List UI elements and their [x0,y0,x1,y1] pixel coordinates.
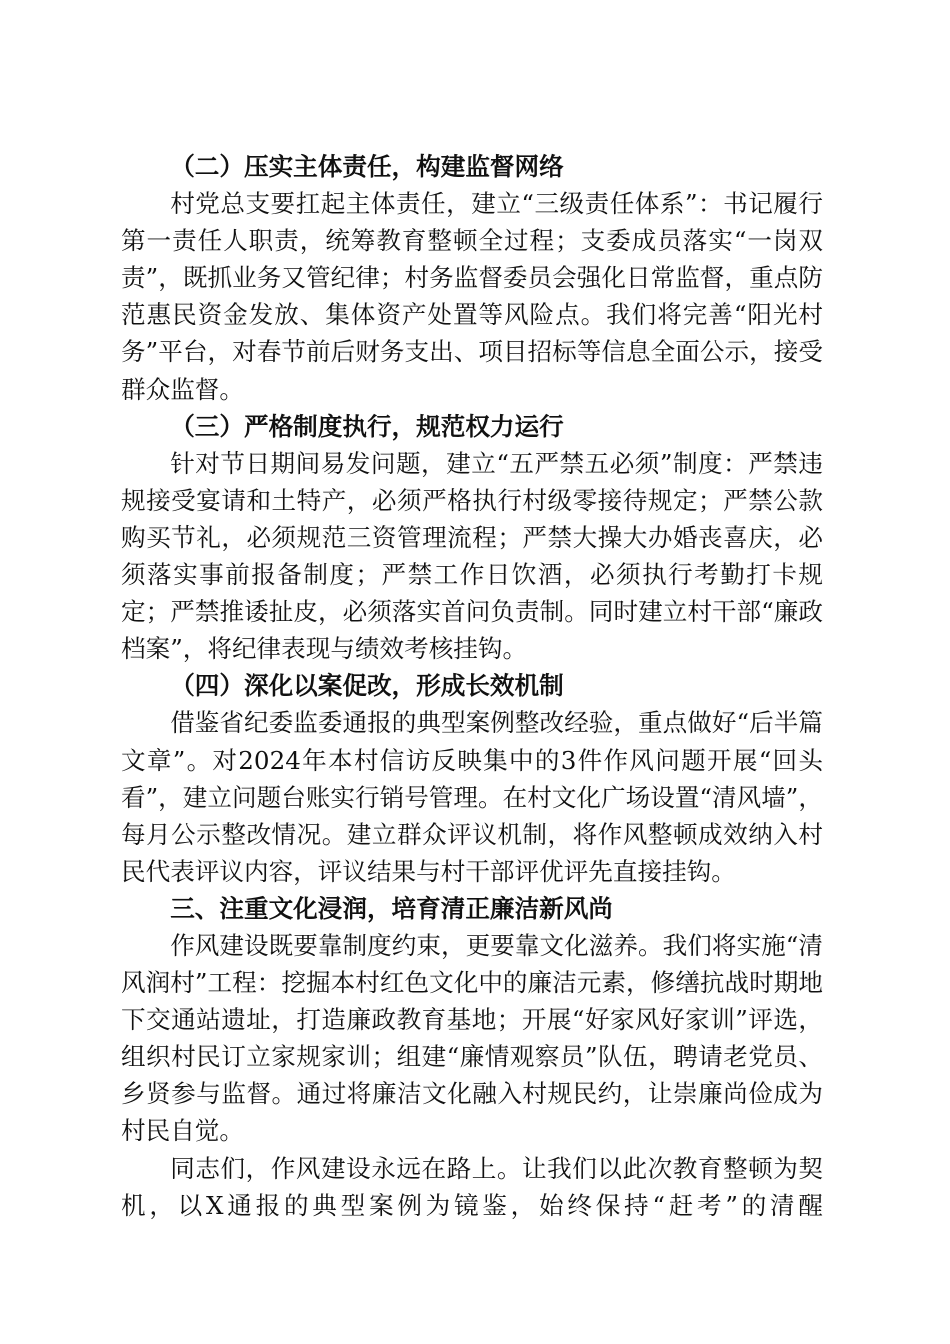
paragraph-1: 村党总支要扛起主体责任，建立“三级责任体系”：书记履行第一责任人职责，统筹教育整顿全过程；支委成员落实“一岗双责”，既抓业务又管纪律；村务监督委员会强化日常监督，重点防范惠民资金发放、集体资产处置等风险点。我们将完善“阳光村务”平台，对春节前后财务支出、项目招标等信息全面公示，接受群众监督。 [121,189,823,404]
paragraph-2: 针对节日期间易发问题，建立“五严禁五必须”制度：严禁违规接受宴请和土特产，必须严格执行村级零接待规定；严禁公款购买节礼，必须规范三资管理流程；严禁大操大办婚丧喜庆，必须落实事前报备制度；严禁工作日饮酒，必须执行考勤打卡规定；严禁推诿扯皮，必须落实首问负责制。同时建立村干部“廉政档案”，将纪律表现与绩效考核挂钩。 [121,448,823,664]
subheading-3: （三）严格制度执行，规范权力运行 [170,411,564,441]
section-heading-3: 三、注重文化浸润，培育清正廉洁新风尚 [170,893,613,923]
paragraph-3: 借鉴省纪委监委通报的典型案例整改经验，重点做好“后半篇文章”。对2024年本村信访反映集中的3件作风问题开展“回头看”，建立问题台账实行销号管理。在村文化广场设置“清风墙”，每月公示整改情况。建立群众评议机制，将作风整顿成效纳入村民代表评议内容，评议结果与村干部评优评先直接挂钩。 [121,708,823,886]
paragraph-4: 作风建设既要靠制度约束，更要靠文化滋养。我们将实施“清风润村”工程：挖掘本村红色文化中的廉洁元素，修缮抗战时期地下交通站遗址，打造廉政教育基地；开展“好家风好家训”评选，组织村民订立家规家训；组建“廉情观察员”队伍，聘请老党员、乡贤参与监督。通过将廉洁文化融入村规民约，让崇廉尚俭成为村民自觉。 [121,930,823,1146]
subheading-2: （二）压实主体责任，构建监督网络 [170,152,564,181]
paragraph-5: 同志们，作风建设永远在路上。让我们以此次教育整顿为契机，以X通报的典型案例为镜鉴，始终保持“赶考”的清醒 [121,1153,823,1220]
document-body [121,148,823,1224]
subheading-4: （四）深化以案促改，形成长效机制 [170,671,564,701]
